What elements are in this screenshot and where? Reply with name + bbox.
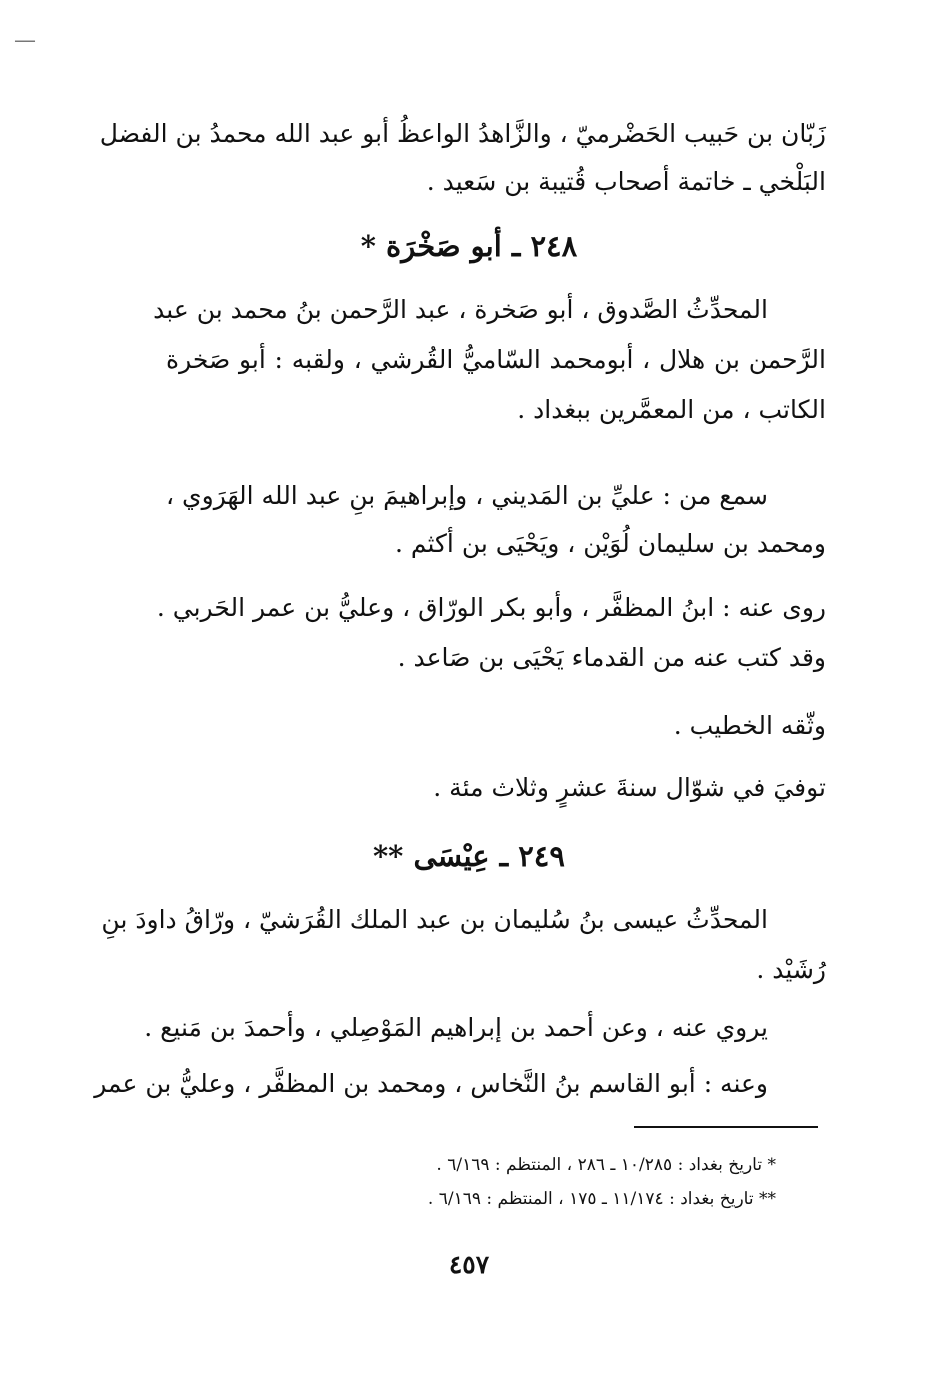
footnote-rule <box>634 1126 818 1128</box>
entry-248-p2-line-2: ومحمد بن سليمان لُوَيْن ، ويَحْيَى بن أكثم . <box>394 529 826 558</box>
intro-line-1: زَبّان بن حَبيب الحَضْرميّ ، والزَّاهدُ الواعظُ أبو عبد الله محمدُ بن الفضل <box>99 119 826 148</box>
footnote-1: * تاريخ بغداد : ١٠/٢٨٥ ـ ٢٨٦ ، المنتظم : ٦/١٦٩ . <box>436 1155 776 1175</box>
page-number: ٤٥٧ <box>448 1250 490 1279</box>
entry-248-heading: ٢٤٨ ـ أبو صَخْرَة * <box>360 229 578 263</box>
entry-249-p1-line-2: رُشَيْد . <box>756 955 826 984</box>
entry-248-p1-line-3: الكاتب ، من المعمَّرين ببغداد . <box>517 395 826 424</box>
entry-249-heading: ٢٤٩ ـ عِيْسَى ** <box>373 839 565 873</box>
intro-line-2: البَلْخي ـ خاتمة أصحاب قُتيبة بن سَعيد . <box>426 167 826 196</box>
entry-248-p5: توفيَ في شوّال سنةَ عشرٍ وثلاث مئة . <box>433 773 826 802</box>
entry-249-p1-line-1: المحدِّثُ عيسى بنُ سُليمان بن عبد الملك القُرَشيّ ، ورّاقُ داودَ بنِ <box>101 905 768 934</box>
entry-248-p4: وثّقه الخطيب . <box>673 711 826 740</box>
entry-249-p3: وعنه : أبو القاسم بنُ النَّخاس ، ومحمد بن المظفَّر ، وعليُّ بن عمر <box>94 1069 768 1098</box>
entry-248-p3-line-2: وقد كتب عنه من القدماء يَحْيَى بن صَاعد . <box>397 643 826 672</box>
entry-248-p1-line-2: الرَّحمن بن هلال ، أبومحمد السّاميُّ القُرشي ، ولقبه : أبو صَخرة <box>166 345 826 374</box>
entry-248-p3-line-1: روى عنه : ابنُ المظفَّر ، وأبو بكر الورّاق ، وعليُّ بن عمر الحَربي . <box>156 593 826 622</box>
footnote-2: ** تاريخ بغداد : ١١/١٧٤ ـ ١٧٥ ، المنتظم : ٦/١٦٩ . <box>427 1189 776 1209</box>
entry-248-p2-line-1: سمع من : عليِّ بن المَديني ، وإبراهيمَ بنِ عبد الله الهَرَوي ، <box>166 481 768 510</box>
entry-249-p2: يروي عنه ، وعن أحمد بن إبراهيم المَوْصِلي ، وأحمدَ بن مَنيع . <box>144 1013 768 1042</box>
entry-248-p1-line-1: المحدِّثُ الصَّدوق ، أبو صَخرة ، عبد الرَّحمن بنُ محمد بن عبد <box>153 295 768 324</box>
corner-mark: — <box>14 28 36 53</box>
